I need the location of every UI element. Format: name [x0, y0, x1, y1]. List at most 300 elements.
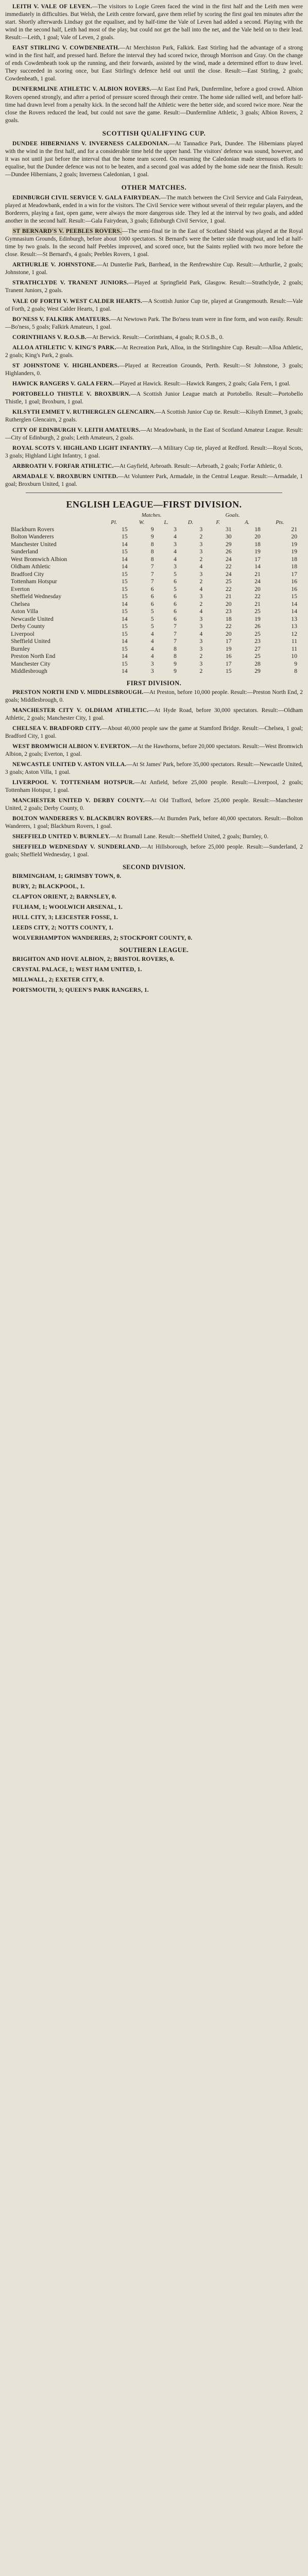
result-line: CLAPTON ORIENT, 2; BARNSLEY, 0.: [12, 893, 116, 900]
table-cell: 19: [291, 548, 297, 555]
report-text: —At Burnden Park, before 40,000 spectators. Result:—Bolton Wanderers, 1 goal; Blackburn Rovers, 1 goal.: [5, 816, 303, 830]
report: [5, 797, 303, 812]
table-row: [10, 541, 298, 548]
table-cell: 8: [150, 555, 154, 563]
table-cell: 3: [199, 540, 203, 548]
table-cell: 14: [291, 600, 297, 607]
table-cell: 3: [174, 563, 177, 570]
report-heading: DUNFERMLINE ATHLETIC V. ALBION ROVERS.: [12, 86, 151, 93]
table-cell: 19: [254, 548, 261, 555]
report: [5, 44, 303, 83]
intro-reports: [5, 3, 303, 125]
report-text: —At Merchiston Park, Falkirk. East Stirling had the advantage of a strong wind in the first half, and pressed hard. Before the interval they had scored twice, through Morrison and Gray. On the change of ends Cowdenbeath took up the running, and their forwards, assisted by the wind, made a determined effort to draw level. They succeeded in scoring once, but East Stirling's defence held out until the close. Result:—East Stirling, 2 goals; Cowdenbeath, 1 goal.: [5, 45, 303, 82]
report-heading: LEITH V. VALE OF LEVEN.: [12, 4, 92, 10]
other-matches-list: [5, 194, 303, 489]
result-line: PORTSMOUTH, 3; QUEEN'S PARK RANGERS, 1.: [12, 987, 149, 993]
table-cell: 25: [254, 653, 261, 660]
column-header: F.: [216, 519, 220, 526]
report-heading: BO'NESS V. FALKIRK AMATEURS.: [12, 316, 111, 323]
table-cell: 8: [174, 645, 177, 652]
result-line: MILLWALL, 2; EXETER CITY, 0.: [12, 976, 104, 983]
table-cell: 4: [174, 533, 177, 540]
table-cell: 20: [291, 533, 297, 540]
table-cell: 4: [199, 563, 203, 570]
report: [5, 409, 303, 424]
table-row: [10, 608, 298, 615]
column-header: W.: [139, 519, 145, 526]
league-table-header: [10, 519, 298, 526]
table-cell: 10: [291, 653, 297, 660]
report-heading: ARBROATH V. FORFAR ATHLETIC.: [12, 463, 114, 470]
report-text: —Played at Springfield Park, Glasgow. Result:—Strathclyde, 2 goals; Tranent Juniors, 2 goals.: [5, 280, 303, 294]
table-row: [10, 586, 298, 593]
table-cell: 18: [291, 563, 297, 570]
column-header: L.: [164, 519, 169, 526]
table-row: [10, 668, 298, 675]
table-cell: 18: [225, 615, 232, 622]
table-cell: 7: [150, 570, 154, 578]
table-cell: 21: [291, 526, 297, 533]
table-cell: 15: [122, 623, 128, 630]
table-cell: 25: [254, 608, 261, 615]
team-name: Sunderland: [11, 548, 38, 555]
table-cell: 16: [291, 578, 297, 585]
table-cell: 30: [225, 533, 232, 540]
report-heading: EAST STIRLING V. COWDENBEATH.: [12, 45, 120, 52]
table-cell: 5: [174, 585, 177, 592]
table-cell: 2: [199, 653, 203, 660]
table-cell: 21: [254, 570, 261, 578]
report-text: —At the Hawthorns, before 20,000 spectators. Result:—West Bromwich Albion, 2 goals; Everton, 1 goal.: [5, 743, 303, 757]
league-table-group-header: [10, 512, 298, 519]
column-header: D.: [187, 519, 194, 526]
table-cell: 14: [122, 555, 128, 563]
table-cell: 3: [199, 615, 203, 622]
table-cell: 3: [199, 548, 203, 555]
table-cell: 7: [174, 630, 177, 637]
report-heading: SHEFFIELD WEDNESDAY V. SUNDERLAND.: [12, 844, 142, 851]
team-name: Manchester United: [11, 540, 57, 548]
report-heading: ARMADALE V. BROXBURN UNITED.: [12, 473, 118, 480]
report-heading: PORTOBELLO THISTLE V. BROXBURN.: [12, 391, 131, 397]
section-title-first-division-results: FIRST DIVISION.: [126, 679, 182, 687]
table-cell: 29: [225, 540, 232, 548]
table-row: [10, 653, 298, 660]
report-heading: STRATHCLYDE V. TRANENT JUNIORS.: [12, 280, 129, 286]
report-heading: VALE OF FORTH V. WEST CALDER HEARTS.: [12, 298, 143, 304]
table-row: [10, 660, 298, 668]
table-cell: 15: [122, 593, 128, 600]
report-text: —A Scottish Junior Cup tie, played at Grangemouth. Result:—Vale of Forth, 2 goals; West Calder Hearts, 1 goal.: [5, 298, 303, 312]
table-cell: 4: [150, 638, 154, 645]
team-name: Preston North End: [11, 653, 56, 660]
report: [5, 86, 303, 124]
report: [5, 725, 303, 740]
report: [5, 194, 303, 225]
report-heading: LIVERPOOL V. TOTTENHAM HOTSPUR.: [12, 779, 135, 786]
table-cell: 8: [150, 548, 154, 555]
group-header-matches: Matches.: [141, 513, 162, 519]
table-cell: 15: [122, 660, 128, 667]
table-cell: 6: [174, 578, 177, 585]
table-cell: 28: [254, 660, 261, 667]
report: [5, 473, 303, 488]
table-cell: 8: [150, 540, 154, 548]
table-cell: 5: [150, 615, 154, 622]
report-text: —At Berwick. Result:—Corinthians, 4 goals; R.O.S.B., 0.: [86, 334, 224, 341]
team-name: Chelsea: [11, 600, 30, 607]
report: [5, 140, 303, 179]
table-cell: 13: [291, 615, 297, 622]
table-cell: 9: [294, 660, 297, 667]
report: [5, 362, 303, 378]
section-title-other-matches: OTHER MATCHES.: [121, 183, 187, 191]
table-cell: 17: [225, 660, 232, 667]
report-heading: CORINTHIANS V. R.O.S.B.: [12, 334, 87, 341]
result-line: HULL CITY, 3; LEICESTER FOSSE, 1.: [12, 914, 118, 921]
table-cell: 25: [225, 578, 232, 585]
table-cell: 3: [174, 526, 177, 533]
table-cell: 15: [122, 570, 128, 578]
table-row: [10, 563, 298, 570]
table-cell: 11: [291, 645, 297, 652]
team-name: Burnley: [11, 645, 30, 652]
table-cell: 5: [150, 608, 154, 615]
table-cell: 3: [150, 668, 154, 675]
table-cell: 15: [122, 630, 128, 637]
table-cell: 19: [225, 645, 232, 652]
table-cell: 13: [291, 623, 297, 630]
table-cell: 5: [174, 570, 177, 578]
table-cell: 15: [122, 585, 128, 592]
table-cell: 23: [225, 608, 232, 615]
team-name: Liverpool: [11, 630, 35, 637]
report: [5, 427, 303, 442]
report-text: —At Recreation Park, Alloa, in the Stirlingshire Cup. Result:—Alloa Athletic, 2 goals; King's Park, 2 goals.: [5, 344, 303, 359]
table-cell: 14: [254, 563, 261, 570]
table-row: [10, 616, 298, 623]
result-line: FULHAM, 1; WOOLWICH ARSENAL, 1.: [12, 904, 123, 910]
result-line: BIRMINGHAM, 1; GRIMSBY TOWN, 0.: [12, 873, 122, 879]
report-text: —At Hyde Road, before 30,000 spectators. Result:—Oldham Athletic, 2 goals; Manchester City, 1 goal.: [5, 707, 303, 721]
report-heading: CITY OF EDINBURGH V. LEITH AMATEURS.: [12, 427, 141, 434]
report-heading: EDINBURGH CIVIL SERVICE V. GALA FAIRYDEAN.: [12, 194, 161, 201]
table-cell: 14: [122, 600, 128, 607]
table-cell: 3: [199, 623, 203, 630]
report-text: —At Dunterlie Park, Barrhead, in the Renfrewshire Cup. Result:—Arthurlie, 2 goals; Johnstone, 1 goal.: [5, 262, 303, 276]
league-table: [10, 512, 298, 675]
report: [5, 344, 303, 360]
table-cell: 3: [199, 570, 203, 578]
table-row: [10, 638, 298, 645]
table-cell: 15: [122, 548, 128, 555]
table-row: [10, 593, 298, 600]
team-name: Sheffield United: [11, 638, 50, 645]
table-cell: 7: [150, 578, 154, 585]
table-cell: 18: [291, 555, 297, 563]
report: [5, 815, 303, 831]
report: [5, 316, 303, 331]
result-line: BRIGHTON AND HOVE ALBION, 2; BRISTOL ROVERS, 0.: [12, 956, 175, 962]
table-cell: 20: [225, 630, 232, 637]
table-cell: 3: [199, 638, 203, 645]
report-heading: ARTHURLIE V. JOHNSTONE.: [12, 262, 97, 268]
table-cell: 4: [150, 630, 154, 637]
report-heading: CHELSEA V. BRADFORD CITY.: [12, 725, 102, 732]
report-text: —At Volunteer Park, Armadale, in the Central League. Result:—Armadale, 1 goal; Broxburn United, 1 goal.: [5, 473, 303, 488]
southern-league-results: [5, 956, 303, 994]
table-cell: 26: [225, 548, 232, 555]
section-title-southern-league: SOUTHERN LEAGUE.: [119, 946, 189, 954]
report-text: —At Preston, before 10,000 people. Result:—Preston North End, 2 goals; Middlesbrough, 0.: [5, 689, 303, 703]
table-cell: 2: [199, 578, 203, 585]
table-cell: 7: [150, 563, 154, 570]
report: [5, 391, 303, 406]
report-text: —At Newtown Park. The Bo'ness team were in fine form, and won easily. Result:—Bo'ness, 5 goals; Falkirk Amateurs, 1 goal.: [5, 316, 303, 330]
report: [5, 743, 303, 758]
team-name: Sheffield Wednesday: [11, 593, 62, 600]
table-cell: 14: [122, 615, 128, 622]
table-cell: 16: [291, 585, 297, 592]
table-cell: 6: [150, 600, 154, 607]
report: [5, 779, 303, 794]
result-line: CRYSTAL PALACE, 1; WEST HAM UNITED, 1.: [12, 966, 142, 973]
table-cell: 5: [150, 623, 154, 630]
table-cell: 22: [225, 623, 232, 630]
table-cell: 3: [199, 660, 203, 667]
table-cell: 25: [254, 630, 261, 637]
table-cell: 9: [150, 526, 154, 533]
league-table-body: [10, 526, 298, 675]
table-cell: 3: [199, 593, 203, 600]
english-results-list: [5, 689, 303, 859]
table-cell: 2: [199, 533, 203, 540]
table-cell: 14: [122, 563, 128, 570]
report: [5, 334, 303, 342]
report-text: —A Scottish Junior Cup tie. Result:—Kilsyth Emmet, 3 goals; Rutherglen Glencairn, 2 goals.: [5, 409, 303, 423]
table-cell: 15: [122, 608, 128, 615]
table-cell: 20: [254, 585, 261, 592]
table-cell: 8: [174, 653, 177, 660]
table-cell: 24: [254, 578, 261, 585]
table-cell: 2: [199, 600, 203, 607]
report: [5, 843, 303, 859]
team-name: West Bromwich Albion: [11, 555, 67, 563]
second-division-results: [5, 873, 303, 942]
report-text: —About 40,000 people saw the game at Stamford Bridge. Result:—Chelsea, 1 goal; Bradford City, 1 goal.: [5, 725, 303, 739]
report: [5, 833, 303, 841]
group-header-goals: Goals.: [225, 513, 240, 519]
table-cell: 4: [174, 555, 177, 563]
report-heading: ST BERNARD'S V. PEEBLES ROVERS.: [13, 228, 122, 235]
table-cell: 20: [254, 533, 261, 540]
report-text: —Played at Recreation Grounds, Perth. Result:—St Johnstone, 3 goals; Highlanders, 0.: [5, 362, 303, 377]
table-row: [10, 646, 298, 653]
report: [5, 298, 303, 313]
section-title-scottish-cup: SCOTTISH QUALIFYING CUP.: [102, 129, 206, 137]
table-cell: 4: [150, 645, 154, 652]
table-cell: 15: [122, 578, 128, 585]
report-text: —At Tannadice Park, Dundee. The Hibernians played with the wind in the first half, and for a considerable time held the upper hand. The visitors' defence was sound, however, and it was not until just before the interval that the home team scored. On resuming the Caledonian made strenuous efforts to equalise, but the Dundee defence was not to be beaten, and a second goal was added by the home side near the finish. Result:—Dundee Hibernians, 2 goals; Inverness Caledonian, 1 goal.: [5, 140, 303, 178]
team-name: Bradford City: [11, 570, 44, 578]
table-cell: 4: [199, 630, 203, 637]
report: [5, 707, 303, 722]
team-name: Blackburn Rovers: [11, 526, 55, 533]
report-heading: NEWCASTLE UNITED V. ASTON VILLA.: [12, 761, 127, 768]
report: [5, 380, 303, 388]
report-text: —At Hillsborough, before 25,000 people. Result:—Sunderland, 2 goals; Sheffield Wednesday, 1 goal.: [5, 844, 303, 858]
column-header: A.: [245, 519, 250, 526]
table-cell: 19: [291, 540, 297, 548]
report: [5, 228, 303, 259]
table-cell: 3: [199, 526, 203, 533]
report-text: —A Scottish Junior League match at Portobello. Result:—Portobello Thistle, 1 goal; Broxburn, 1 goal.: [5, 391, 303, 405]
table-cell: 6: [174, 593, 177, 600]
report-text: —At St James' Park, before 35,000 spectators. Result:—Newcastle United, 3 goals; Aston Villa, 1 goal.: [5, 761, 303, 776]
table-cell: 9: [174, 660, 177, 667]
table-cell: 6: [174, 608, 177, 615]
report-text: —The semi-final tie in the East of Scotland Shield was played at the Royal Gymnasium Grounds, Edinburgh, before about 1000 spectators. St Bernard's were the better side throughout, and led at half-time by two goals. In the second half Peebles improved, and scored once, but the Saints replied with two more before the close. Result:—St Bernard's, 4 goals; Peebles Rovers, 1 goal.: [5, 228, 303, 258]
table-cell: 2: [199, 555, 203, 563]
report-text: —At Anfield, before 25,000 people. Result:—Liverpool, 2 goals; Tottenham Hotspur, 1 goal.: [5, 779, 303, 794]
report-heading: ALLOA ATHLETIC V. KING'S PARK.: [12, 344, 116, 351]
table-cell: 29: [254, 668, 261, 675]
report-text: —At Bramall Lane. Result:—Sheffield United, 2 goals; Burnley, 0.: [110, 834, 269, 840]
table-cell: 9: [174, 668, 177, 675]
table-cell: 2: [199, 668, 203, 675]
team-name: Derby County: [11, 623, 45, 630]
section-title-english-league: ENGLISH LEAGUE—FIRST DIVISION.: [66, 499, 242, 510]
column-header: Pts.: [276, 519, 284, 526]
table-cell: 16: [225, 653, 232, 660]
table-cell: 31: [225, 526, 232, 533]
table-cell: 17: [291, 570, 297, 578]
table-cell: 26: [254, 623, 261, 630]
table-cell: 21: [225, 593, 232, 600]
table-cell: 7: [174, 623, 177, 630]
table-cell: 20: [225, 600, 232, 607]
report: [5, 3, 303, 42]
table-cell: 6: [174, 600, 177, 607]
table-row: [10, 631, 298, 638]
table-cell: 3: [150, 660, 154, 667]
report: [5, 689, 303, 704]
result-line: LEEDS CITY, 2; NOTTS COUNTY, 1.: [12, 924, 113, 931]
report-text: —At Old Trafford, before 25,000 people. Result:—Manchester United, 2 goals; Derby County, 0.: [5, 798, 303, 812]
table-cell: 18: [254, 526, 261, 533]
table-cell: 3: [174, 540, 177, 548]
table-cell: 19: [254, 615, 261, 622]
report-heading: DUNDEE HIBERNIANS V. INVERNESS CALEDONIAN.: [12, 140, 169, 147]
report-text: —A Military Cup tie, played at Redford. Result:—Royal Scots, 3 goals; Highland Light Infantry, 1 goal.: [5, 445, 303, 460]
table-cell: 18: [254, 540, 261, 548]
table-cell: 4: [150, 653, 154, 660]
report-text: —At Gayfield, Arbroath. Result:—Arbroath, 2 goals; Forfar Athletic, 0.: [113, 463, 283, 470]
column-header: Pl.: [111, 519, 117, 526]
report-heading: WEST BROMWICH ALBION V. EVERTON.: [12, 743, 132, 750]
table-cell: 6: [174, 615, 177, 622]
team-name: Manchester City: [11, 660, 50, 667]
table-cell: 8: [294, 668, 297, 675]
table-cell: 15: [122, 526, 128, 533]
table-cell: 15: [122, 533, 128, 540]
result-line: WOLVERHAMPTON WANDERERS, 2; STOCKPORT COUNTY, 0.: [12, 935, 193, 941]
team-name: Oldham Athletic: [11, 563, 50, 570]
table-cell: 9: [150, 533, 154, 540]
result-line: BURY, 2; BLACKPOOL, 1.: [12, 883, 85, 890]
table-cell: 4: [199, 608, 203, 615]
table-cell: 17: [254, 555, 261, 563]
table-cell: 27: [254, 645, 261, 652]
report: [5, 761, 303, 776]
team-name: Middlesbrough: [11, 668, 47, 675]
table-cell: 7: [174, 638, 177, 645]
report-text: —The match between the Civil Service and Gala Fairydean, played at Meadowbank, ended in a win for the visitors. The Civil Service were without several of their regular players, and the Borderers, playing a fast, open game, were always the more dangerous side. They led at the interval by two goals, and added another in the second half. Result:—Gala Fairydean, 3 goals; Edinburgh Civil Service, 1 goal.: [5, 194, 303, 225]
table-cell: 15: [122, 645, 128, 652]
table-row: [10, 601, 298, 608]
table-cell: 22: [254, 593, 261, 600]
report-heading: BOLTON WANDERERS V. BLACKBURN ROVERS.: [12, 816, 153, 822]
table-row: [10, 578, 298, 585]
table-cell: 14: [122, 668, 128, 675]
table-cell: 4: [199, 585, 203, 592]
report-heading: PRESTON NORTH END V. MIDDLESBROUGH.: [12, 689, 144, 696]
table-cell: 22: [225, 585, 232, 592]
report-heading: SHEFFIELD UNITED V. BURNLEY.: [12, 834, 110, 840]
report-text: —Played at Hawick. Result:—Hawick Rangers, 2 goals; Gala Fern, 1 goal.: [113, 380, 290, 387]
table-row: [10, 526, 298, 533]
report-heading: ST JOHNSTONE V. HIGHLANDERS.: [12, 362, 119, 369]
team-name: Tottenham Hotspur: [11, 578, 57, 585]
table-row: [10, 548, 298, 555]
table-cell: 12: [291, 630, 297, 637]
table-cell: 22: [225, 563, 232, 570]
report: [5, 445, 303, 460]
report-heading: MANCHESTER UNITED V. DERBY COUNTY.: [12, 798, 145, 804]
table-cell: 14: [122, 540, 128, 548]
table-cell: 4: [174, 548, 177, 555]
table-cell: 24: [225, 555, 232, 563]
report-text: —At Meadowbank, in the East of Scotland Amateur League. Result:—City of Edinburgh, 2 goals; Leith Amateurs, 2 goals.: [5, 427, 303, 442]
table-cell: 23: [254, 638, 261, 645]
table-row: [10, 623, 298, 630]
report: [5, 279, 303, 295]
report-text: —At East End Park, Dunfermline, before a good crowd. Albion Rovers opened strongly, and after a period of pressure scored through their centre. The home side rallied well, and before half-time had drawn level from a penalty kick. In the second half the Athletic were the better side, and scored twice more. Near the close the Rovers reduced the lead, but could not save the game. Result:—Dunfermline Athletic, 3 goals; Albion Rovers, 2 goals.: [5, 86, 303, 124]
report-heading: KILSYTH EMMET V. RUTHERGLEN GLENCAIRN.: [12, 409, 156, 416]
report-heading: HAWICK RANGERS V. GALA FERN.: [12, 380, 114, 387]
table-row: [10, 571, 298, 578]
report-heading: ROYAL SCOTS V. HIGHLAND LIGHT INFANTRY.: [12, 445, 152, 452]
table-row: [10, 556, 298, 563]
report: [5, 261, 303, 277]
table-cell: 3: [199, 645, 203, 652]
team-name: Bolton Wanderers: [11, 533, 54, 540]
table-cell: 11: [291, 638, 297, 645]
table-cell: 15: [291, 593, 297, 600]
table-cell: 6: [150, 593, 154, 600]
report: [5, 463, 303, 470]
table-cell: 14: [122, 653, 128, 660]
table-cell: 24: [225, 570, 232, 578]
table-row: [10, 533, 298, 540]
table-cell: 14: [122, 638, 128, 645]
team-name: Newcastle United: [11, 615, 54, 622]
table-cell: 15: [225, 668, 232, 675]
team-name: Aston Villa: [11, 608, 38, 615]
team-name: Everton: [11, 585, 30, 592]
report-text: —The visitors to Logie Green faced the wind in the first half and the Leith men were immediately in difficulties. But Welsh, the Leith centre forward, gave them relief by scoring the first goal ten minutes after the start. Shortly afterwards Lindsay got the equaliser, and by half-time the Vale of Leven had added a second. Playing with the wind in the second half, Leith had most of the play, but could not get the ball into the net, and the Vale held on to their lead. Result:—Leith, 1 goal; Vale of Leven, 2 goals.: [5, 4, 303, 41]
table-cell: 17: [225, 638, 232, 645]
